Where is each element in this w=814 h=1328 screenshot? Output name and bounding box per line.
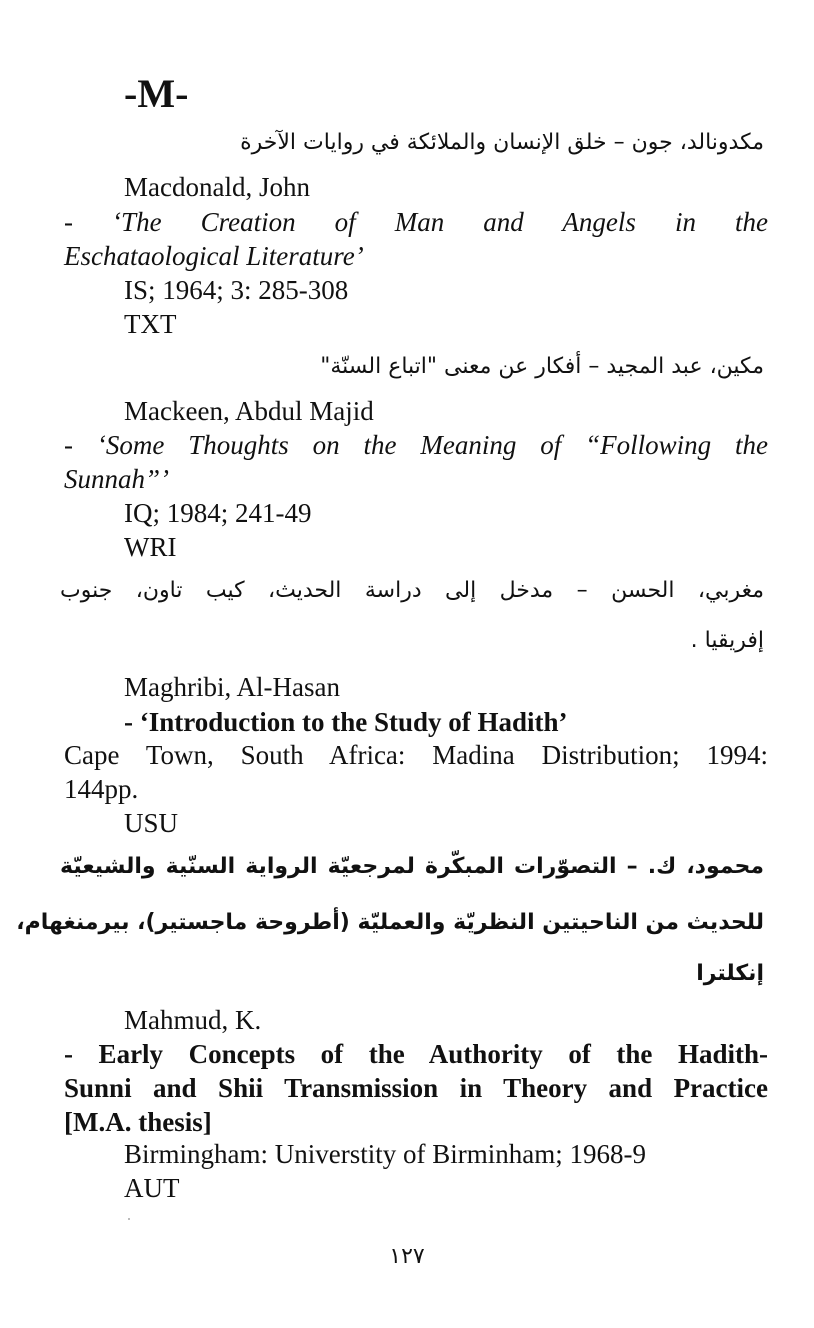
entry-title-line: [M.A. thesis] <box>64 1107 212 1137</box>
entry-author: Mackeen, Abdul Majid <box>124 396 374 426</box>
entry-title-line: - ‘The Creation of Man and Angels in the <box>64 207 768 237</box>
entry-code: TXT <box>124 309 177 339</box>
entry-publication: Birmingham: Universtity of Birminham; 1968-9 <box>124 1139 646 1169</box>
entry-code: AUT <box>124 1173 180 1203</box>
entry-publication: IS; 1964; 3: 285-308 <box>124 275 349 305</box>
page-number: ١٢٧ <box>389 1244 425 1269</box>
entry-author: Maghribi, Al-Hasan <box>124 672 340 702</box>
entry-title-line: Sunnah”’ <box>64 464 170 494</box>
scan-speck <box>128 1218 130 1220</box>
entry-code: USU <box>124 808 179 838</box>
entry-title-line: - ‘Introduction to the Study of Hadith’ <box>124 707 568 737</box>
entry-arabic-title: إنكلترا <box>696 961 764 986</box>
entry-arabic-title: مغربي، الحسن – مدخل إلى دراسة الحديث، كيب تاون، جنوب <box>60 578 764 603</box>
entry-arabic-title: للحديث من الناحيتين النظريّة والعمليّة (أطروحة ماجستير)، بيرمنغهام، <box>16 910 764 935</box>
entry-title-line: Eschataological Literature’ <box>64 241 364 271</box>
entry-code: WRI <box>124 532 177 562</box>
entry-arabic-title: إفريقيا . <box>690 628 764 653</box>
entry-arabic-title: مكين، عبد المجيد – أفكار عن معنى "اتباع السنّة" <box>320 354 764 379</box>
entry-publication: IQ; 1984; 241-49 <box>124 498 312 528</box>
entry-title-line: - Early Concepts of the Authority of the Hadith- <box>64 1039 768 1069</box>
entry-publication: 144pp. <box>64 774 139 804</box>
entry-title-line: Sunni and Shii Transmission in Theory and Practice <box>64 1073 768 1103</box>
entry-publication: Cape Town, South Africa: Madina Distribution; 1994: <box>64 740 768 770</box>
entry-author: Macdonald, John <box>124 172 310 202</box>
entry-arabic-title: مكدونالد، جون – خلق الإنسان والملائكة في روايات الآخرة <box>240 130 764 155</box>
entry-arabic-title: محمود، ك. – التصوّرات المبكّرة لمرجعيّة الرواية السنّية والشيعيّة <box>60 854 764 879</box>
entry-title-line: - ‘Some Thoughts on the Meaning of “Following the <box>64 430 768 460</box>
section-heading: -M- <box>124 71 189 116</box>
entry-author: Mahmud, K. <box>124 1005 262 1035</box>
